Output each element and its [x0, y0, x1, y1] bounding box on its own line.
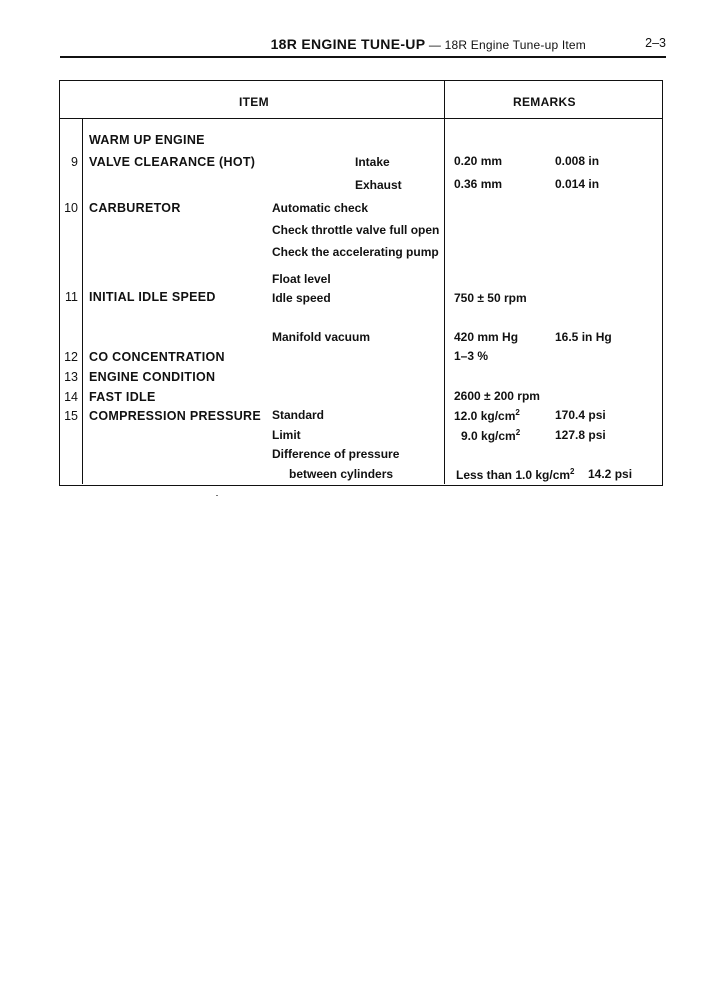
- remark-imperial: 0.014 in: [555, 177, 600, 191]
- warm-up-label: WARM UP ENGINE: [89, 133, 205, 147]
- remark-imperial: 16.5 in Hg: [555, 330, 612, 344]
- remark-metric: [461, 428, 520, 443]
- column-header-remarks: REMARKS: [513, 95, 576, 109]
- remark-value: 2600 ± 200 rpm: [454, 389, 540, 403]
- remark-value: 1–3 %: [454, 349, 489, 363]
- row-number: 9: [71, 155, 78, 169]
- row-item-name: CARBURETOR: [89, 201, 181, 215]
- row-sub-item: Manifold vacuum: [272, 330, 371, 344]
- row-sub-item: Check throttle valve full open: [272, 223, 440, 237]
- page-number: 2–3: [645, 36, 666, 50]
- metric-text: 9.0 kg/cm: [461, 429, 516, 443]
- tune-up-table: [59, 80, 663, 486]
- row-item-name: CO CONCENTRATION: [89, 350, 225, 364]
- metric-superscript: 2: [515, 428, 521, 437]
- remark-imperial: 170.4 psi: [555, 408, 606, 422]
- header-title-dash: —: [425, 38, 445, 52]
- header-title: [271, 36, 586, 52]
- remark-metric: 0.36 mm: [454, 177, 503, 191]
- row-sub-item: Exhaust: [355, 178, 402, 192]
- row-sub-item: Check the accelerating pump: [272, 245, 439, 259]
- row-number: 12: [64, 350, 78, 364]
- remark-metric: [456, 467, 575, 482]
- header-rule: [60, 56, 666, 58]
- remark-value: 750 ± 50 rpm: [454, 291, 527, 305]
- row-sub-item: Standard: [272, 408, 325, 422]
- row-number: 13: [64, 370, 78, 384]
- scan-speck: [216, 495, 218, 496]
- metric-text: 12.0 kg/cm: [454, 409, 516, 423]
- row-item-name: INITIAL IDLE SPEED: [89, 290, 216, 304]
- row-item-name: COMPRESSION PRESSURE: [89, 409, 262, 423]
- remarks-divider: [444, 81, 445, 484]
- remark-metric: 420 mm Hg: [454, 330, 519, 344]
- row-sub-item: Intake: [355, 155, 390, 169]
- metric-superscript: 2: [515, 408, 520, 417]
- row-sub-item: Float level: [272, 272, 331, 286]
- row-number: 15: [64, 409, 78, 423]
- row-item-name: VALVE CLEARANCE (HOT): [89, 155, 256, 169]
- metric-text: Less than 1.0 kg/cm: [456, 468, 571, 482]
- remark-imperial: 127.8 psi: [555, 428, 606, 442]
- metric-superscript: 2: [570, 467, 575, 476]
- remark-metric: [454, 408, 520, 423]
- header-title-sub: 18R Engine Tune-up Item: [444, 38, 586, 52]
- header-title-bold: 18R ENGINE TUNE-UP: [270, 36, 426, 52]
- row-sub-item: Limit: [272, 428, 301, 442]
- remark-imperial: 0.008 in: [555, 154, 600, 168]
- row-number: 14: [64, 390, 78, 404]
- header-divider: [60, 118, 662, 119]
- row-number: 10: [64, 201, 78, 215]
- page-header: [60, 34, 666, 56]
- column-header-item: ITEM: [239, 95, 269, 109]
- remark-imperial: 14.2 psi: [588, 467, 633, 481]
- row-item-name: FAST IDLE: [89, 390, 156, 404]
- row-sub-item: Idle speed: [272, 291, 331, 305]
- number-divider: [82, 118, 83, 484]
- row-number: 11: [65, 290, 78, 304]
- row-item-name: ENGINE CONDITION: [89, 370, 216, 384]
- row-sub-item: Automatic check: [272, 201, 369, 215]
- row-sub-item: Difference of pressure: [272, 447, 400, 461]
- remark-metric: 0.20 mm: [454, 154, 503, 168]
- row-sub-item: between cylinders: [289, 467, 394, 481]
